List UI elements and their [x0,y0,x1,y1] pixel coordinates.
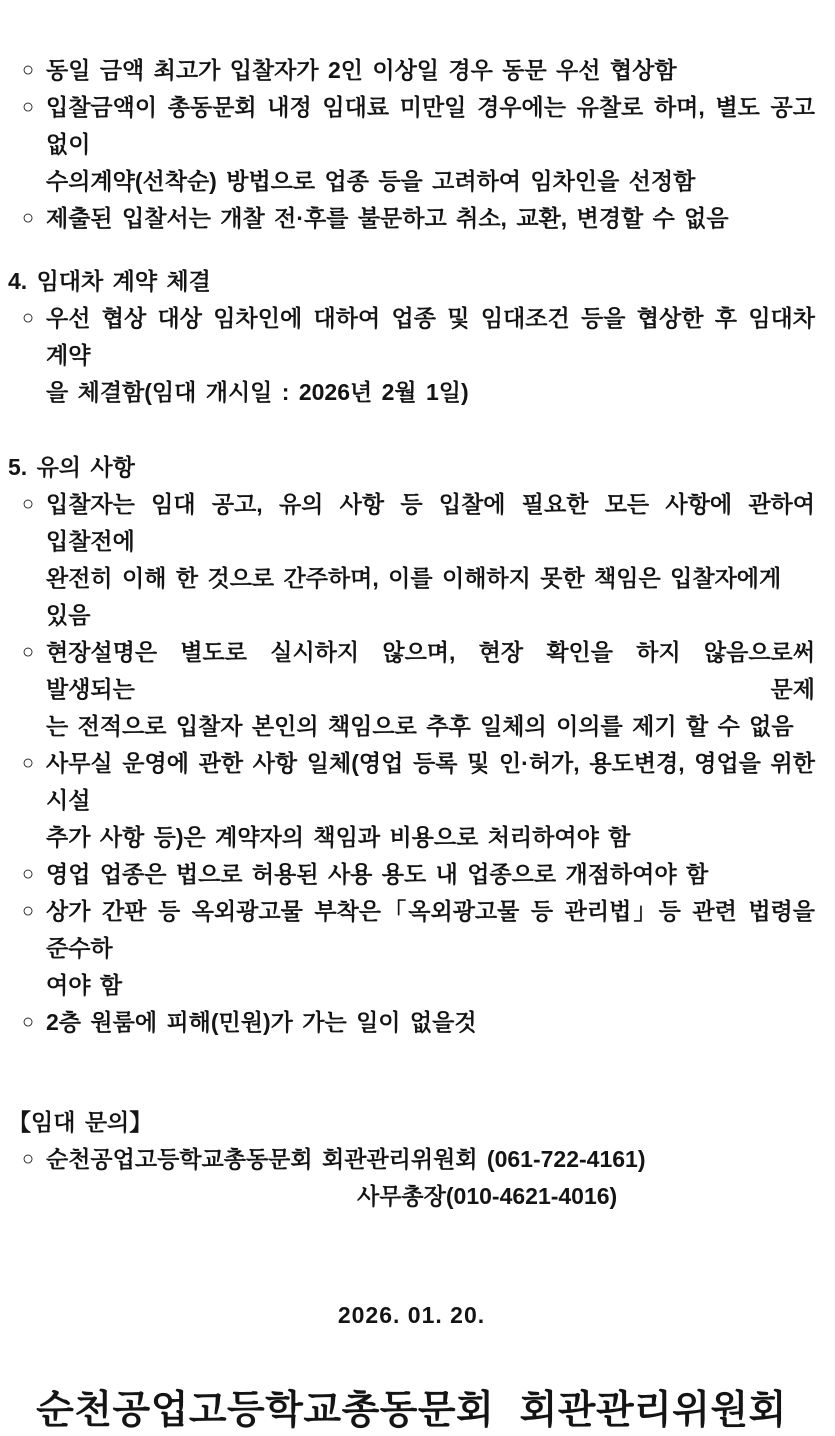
section5-item3-line1: 사무실 운영에 관한 사항 일체(영업 등록 및 인·허가, 용도변경, 영업을 위한 시설 [46,750,815,813]
list-item [8,200,815,237]
section5-item2-line2: 는 전적으로 입찰자 본인의 책임으로 추후 일체의 이의를 제기 할 수 없음 [46,713,794,739]
section5-item5-line1: 상가 간판 등 옥외광고물 부착은「옥외광고물 등 관리법」등 관련 법령을 준수하 [46,898,815,961]
list-item [8,486,815,634]
bullet-marker: ○ [22,752,35,774]
notice-item2-line2: 수의계약(선착순) 방법으로 업종 등을 고려하여 임차인을 선정함 [46,168,696,194]
section4-item1-line2: 을 체결함(임대 개시일 : 2026년 2월 1일) [46,379,469,405]
bullet-marker: ○ [22,207,35,229]
document-date: 2026. 01. 20. [337,1302,486,1328]
section-4-heading: 4. 임대차 계약 체결 [8,268,211,294]
list-item [8,1004,815,1041]
list-item [8,1141,815,1178]
contact-secretary-phone: 사무총장(010-4621-4016) [357,1183,618,1209]
bullet-marker: ○ [22,900,35,922]
list-item [8,745,815,856]
bullet-marker: ○ [22,59,35,81]
section4-item1-line1: 우선 협상 대상 임차인에 대하여 업종 및 임대조건 등을 협상한 후 임대차 계약 [46,305,815,368]
section-5-heading: 5. 유의 사항 [8,454,135,480]
list-item [8,634,815,745]
list-item [8,856,815,893]
list-item [8,52,815,89]
bullet-marker: ○ [22,96,35,118]
section5-item3-line2: 추가 사항 등)은 계약자의 책임과 비용으로 처리하여야 함 [46,824,631,850]
bullet-marker: ○ [22,493,35,515]
section5-item1-line2: 완전히 이해 한 것으로 간주하며, 이를 이해하지 못한 책임은 입찰자에게 있음 [46,565,782,628]
notice-item3-line1: 제출된 입찰서는 개찰 전·후를 불문하고 취소, 교환, 변경할 수 없음 [46,205,729,231]
list-item [8,300,815,411]
contact-heading: 【임대 문의】 [8,1109,153,1135]
bullet-marker: ○ [22,1011,35,1033]
contact-committee-phone: 순천공업고등학교총동문회 회관관리위원회 (061-722-4161) [46,1146,646,1172]
section5-item1-line1: 입찰자는 임대 공고, 유의 사항 등 입찰에 필요한 모든 사항에 관하여 입찰전에 [46,491,815,554]
notice-item1-line1: 동일 금액 최고가 입찰자가 2인 이상일 경우 동문 우선 협상함 [46,57,677,83]
bullet-marker: ○ [22,1148,35,1170]
bullet-marker: ○ [22,307,35,329]
notice-item2-line1: 입찰금액이 총동문회 내정 임대료 미만일 경우에는 유찰로 하며, 별도 공고 없이 [46,94,815,157]
section5-item2-line1: 현장설명은 별도로 실시하지 않으며, 현장 확인을 하지 않음으로써 발생되는 문제 [46,639,815,702]
list-item [8,893,815,1004]
bullet-marker: ○ [22,641,35,663]
list-item [8,89,815,200]
bullet-marker: ○ [22,863,35,885]
section5-item5-line2: 여야 함 [46,972,123,998]
section5-item4-line1: 영업 업종은 법으로 허용된 사용 용도 내 업종으로 개점하여야 함 [46,861,709,887]
signature-title: 순천공업고등학교총동문회 회관관리위원회 [36,1389,787,1432]
section5-item6-line1: 2층 원룸에 피해(민원)가 가는 일이 없을것 [46,1009,477,1035]
